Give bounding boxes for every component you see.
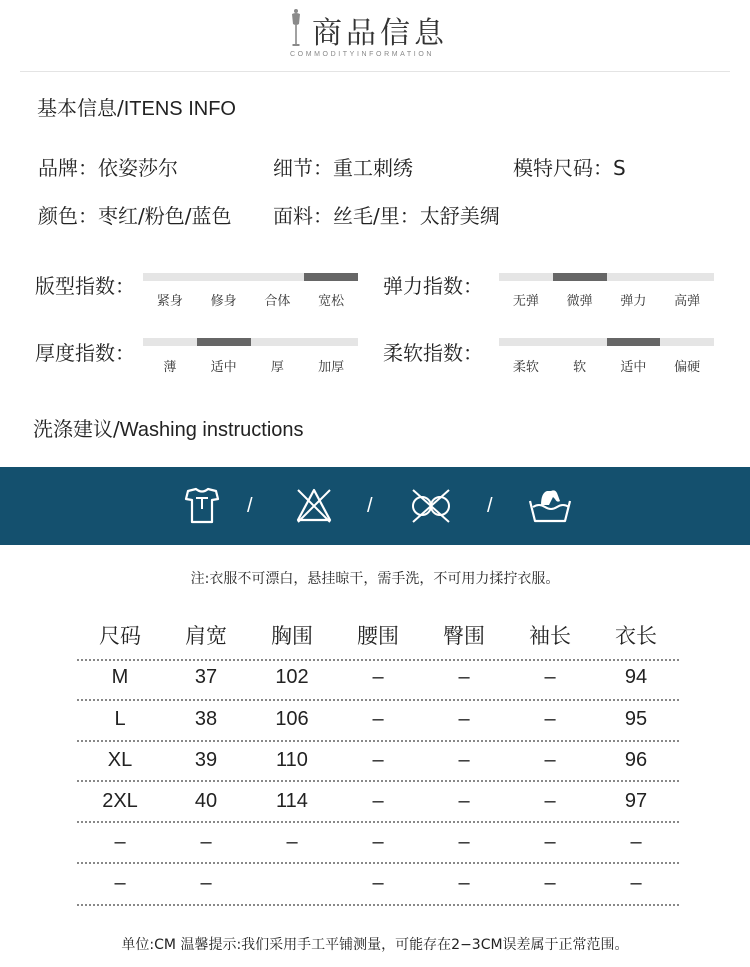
table-cell: – xyxy=(458,708,470,730)
table-cell: – xyxy=(544,872,556,894)
washing-note: 注:衣服不可漂白，悬挂晾干，需手洗，不可用力揉拧衣服。 xyxy=(190,571,560,587)
fit-tick: 修身 xyxy=(210,294,237,309)
thickness-tick: 加厚 xyxy=(318,360,345,375)
info-detail: 细节：重工刺绣 xyxy=(273,156,413,180)
thickness-index-ticks xyxy=(143,356,358,375)
table-cell: – xyxy=(544,666,556,688)
table-cell: – xyxy=(458,872,470,894)
table-cell: – xyxy=(544,708,556,730)
table-row xyxy=(77,781,679,821)
section-header xyxy=(0,0,750,72)
header-subtitle: COMMODITYINFORMATION xyxy=(290,51,435,58)
info-brand: 品牌：依姿莎尔 xyxy=(38,156,178,180)
table-cell: – xyxy=(458,749,470,771)
table-row xyxy=(77,863,679,903)
table-cell: XL xyxy=(107,749,133,771)
table-cell: – xyxy=(200,872,212,894)
header-title: 商品信息 xyxy=(312,16,448,51)
fit-tick: 合体 xyxy=(264,294,291,309)
fit-index-bar xyxy=(143,273,358,281)
table-cell: 97 xyxy=(624,790,648,812)
table-cell: – xyxy=(200,831,212,853)
no-bleach-icon xyxy=(295,487,333,525)
info-model-size: 模特尺码：S xyxy=(513,156,626,180)
elasticity-index-ticks xyxy=(499,290,714,309)
elasticity-tick: 无弹 xyxy=(512,294,539,309)
header-cell: 腰围 xyxy=(357,624,399,648)
table-cell: – xyxy=(458,831,470,853)
table-cell: 110 xyxy=(276,749,308,771)
thickness-tick: 适中 xyxy=(210,360,237,375)
icon-separator: / xyxy=(487,495,493,517)
basic-info-title-en: ITENS INFO xyxy=(123,98,236,120)
info-fabric: 面料：丝毛/里：太舒美绸 xyxy=(273,204,500,228)
thickness-tick: 薄 xyxy=(163,360,177,375)
measurement-note: 单位:CM 温馨提示:我们采用手工平铺测量，可能存在2−3CM误差属于正常范围。 xyxy=(121,937,629,953)
softness-tick: 偏硬 xyxy=(674,360,701,375)
washing-icons-band xyxy=(0,467,750,545)
table-cell: – xyxy=(286,831,298,853)
softness-index-fill xyxy=(607,338,661,346)
softness-tick: 软 xyxy=(573,360,587,375)
thickness-tick: 厚 xyxy=(270,360,284,375)
softness-index-bar xyxy=(499,338,714,346)
table-cell: – xyxy=(114,831,126,853)
fit-index-ticks xyxy=(143,290,358,309)
table-row xyxy=(77,822,679,862)
table-cell: – xyxy=(458,790,470,812)
table-cell: – xyxy=(114,872,126,894)
header-cell: 臀围 xyxy=(443,624,485,648)
fit-tick: 紧身 xyxy=(156,294,183,309)
table-cell: 102 xyxy=(275,666,309,688)
icon-separator: / xyxy=(247,495,253,517)
table-cell: 38 xyxy=(194,708,218,730)
info-color: 颜色：枣红/粉色/蓝色 xyxy=(38,204,232,228)
table-row xyxy=(77,657,679,697)
table-cell: – xyxy=(458,666,470,688)
table-cell: – xyxy=(372,708,384,730)
table-cell: 95 xyxy=(624,708,648,730)
elasticity-tick: 微弹 xyxy=(566,294,593,309)
table-cell xyxy=(249,863,335,903)
softness-tick: 适中 xyxy=(620,360,647,375)
table-cell: 94 xyxy=(624,666,648,688)
softness-index-label: 柔软指数： xyxy=(383,341,483,365)
row-divider xyxy=(77,904,679,906)
table-row xyxy=(77,699,679,739)
table-cell: 2XL xyxy=(102,790,138,812)
table-cell: – xyxy=(544,831,556,853)
icon-separator: / xyxy=(367,495,373,517)
header-cell: 袖长 xyxy=(529,624,571,648)
softness-tick: 柔软 xyxy=(512,360,539,375)
table-cell: 106 xyxy=(275,708,309,730)
table-cell: 40 xyxy=(194,790,218,812)
header-cell: 肩宽 xyxy=(185,624,227,648)
table-cell: – xyxy=(630,831,642,853)
table-cell: 39 xyxy=(194,749,218,771)
fit-index-fill xyxy=(304,273,358,281)
mannequin-icon xyxy=(289,8,303,48)
header-cell: 尺码 xyxy=(99,624,141,648)
hand-wash-icon xyxy=(527,487,573,525)
basic-info-title-cn: 基本信息/ xyxy=(37,96,124,120)
table-cell: – xyxy=(372,872,384,894)
basic-info-title xyxy=(37,92,236,121)
table-cell: L xyxy=(114,708,126,730)
elasticity-index-label: 弹力指数： xyxy=(383,274,483,298)
softness-index-ticks xyxy=(499,356,714,375)
table-cell: – xyxy=(372,790,384,812)
elasticity-index-fill xyxy=(553,273,607,281)
header-divider xyxy=(20,71,730,72)
thickness-index-label: 厚度指数： xyxy=(35,341,135,365)
table-cell: 114 xyxy=(276,790,308,812)
hang-dry-icon xyxy=(184,487,220,525)
table-cell: M xyxy=(111,666,129,688)
header-cell: 胸围 xyxy=(271,624,313,648)
washing-title xyxy=(33,413,304,442)
fit-index-label: 版型指数： xyxy=(35,274,135,298)
no-tumble-dry-icon xyxy=(409,487,453,525)
elasticity-tick: 弹力 xyxy=(620,294,647,309)
table-cell: – xyxy=(372,666,384,688)
table-cell: – xyxy=(372,749,384,771)
table-cell: 96 xyxy=(624,749,648,771)
table-cell: – xyxy=(630,872,642,894)
table-row xyxy=(77,740,679,780)
table-cell: – xyxy=(544,749,556,771)
table-cell: – xyxy=(372,831,384,853)
fit-tick: 宽松 xyxy=(318,294,345,309)
size-table-header xyxy=(77,616,679,656)
table-cell: – xyxy=(544,790,556,812)
elasticity-index-bar xyxy=(499,273,714,281)
washing-title-en: Washing instructions xyxy=(119,419,304,441)
elasticity-tick: 高弹 xyxy=(674,294,701,309)
table-cell: 37 xyxy=(194,666,218,688)
header-cell: 衣长 xyxy=(615,624,657,648)
thickness-index-bar xyxy=(143,338,358,346)
washing-title-cn: 洗涤建议/ xyxy=(33,417,120,441)
thickness-index-fill xyxy=(197,338,251,346)
